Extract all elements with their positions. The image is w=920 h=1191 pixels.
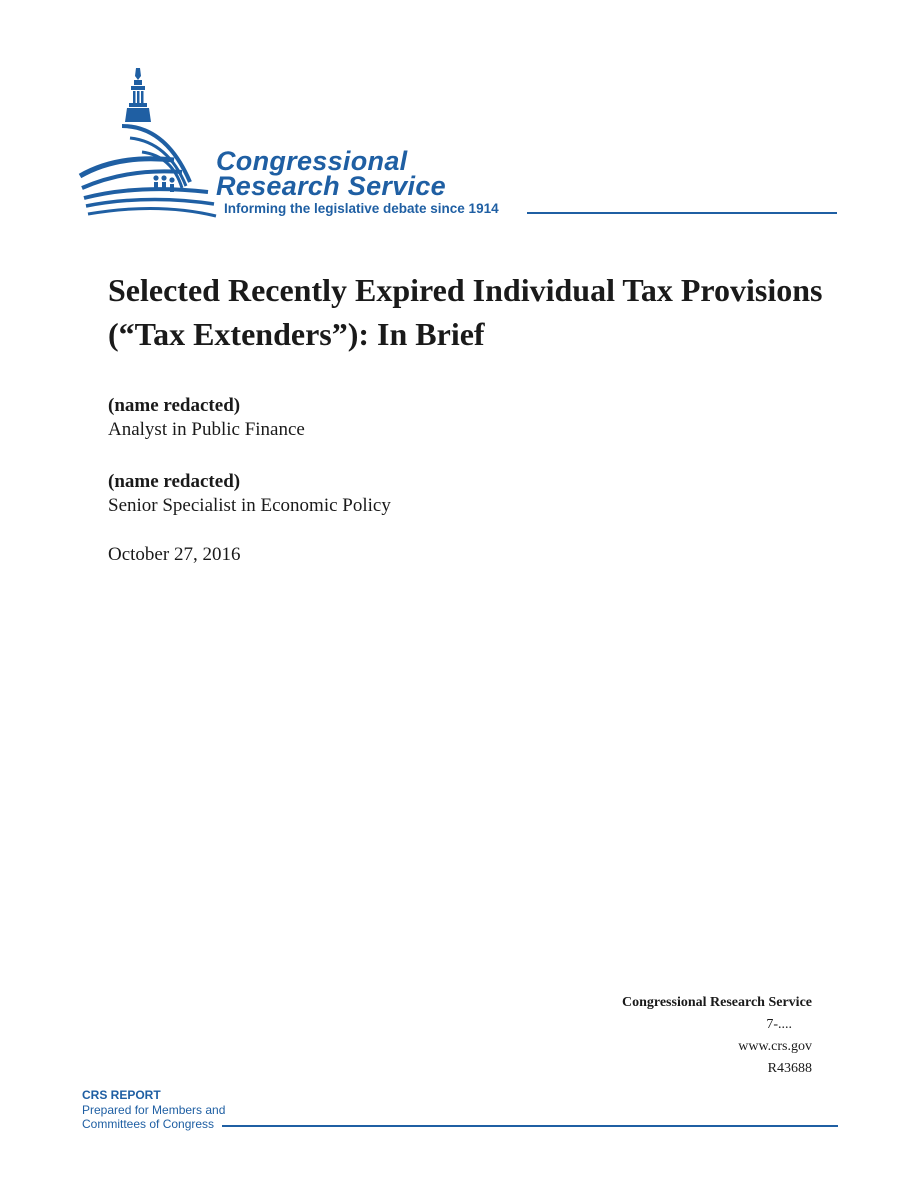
author-1 (108, 394, 305, 442)
publisher-website[interactable]: www.crs.gov (738, 1039, 812, 1054)
author-2 (108, 470, 391, 518)
logo-org-line2: Research Service (216, 171, 446, 201)
footer-prepared-line1: Prepared for Members and (82, 1103, 226, 1117)
author-name: (name redacted) (108, 471, 241, 492)
footer-report-label: CRS REPORT (82, 1088, 161, 1102)
publisher-code: 7-.... (766, 1017, 792, 1032)
author-name: (name redacted) (108, 395, 241, 416)
publication-date: October 27, 2016 (108, 544, 241, 565)
publisher-info (622, 992, 812, 1080)
author-role: Analyst in Public Finance (108, 419, 305, 440)
logo-org-line1: Congressional (216, 146, 408, 176)
footer-divider (222, 1125, 838, 1127)
footer-prepared-line2: Committees of Congress (82, 1117, 215, 1131)
report-number: R43688 (767, 1061, 812, 1076)
publisher-org: Congressional Research Service (621, 995, 812, 1010)
document-title: Selected Recently Expired Individual Tax Provisions (“Tax Extenders”): In Brief (108, 272, 823, 352)
crs-logo (78, 64, 838, 224)
author-role: Senior Specialist in Economic Policy (108, 495, 391, 516)
logo-tagline: Informing the legislative debate since 1914 (224, 201, 499, 216)
header-divider (527, 212, 837, 214)
footer (82, 1088, 838, 1132)
capitol-dome-icon (78, 64, 218, 219)
